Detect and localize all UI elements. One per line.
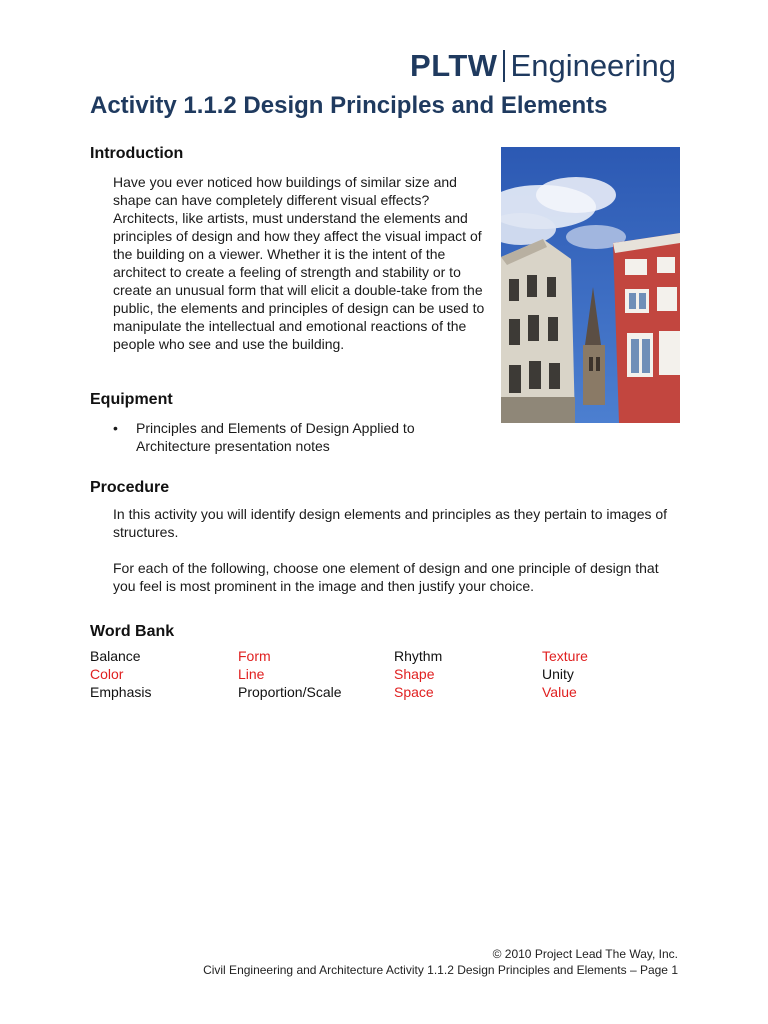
logo-division: Engineering [510,48,676,83]
word-bank-term: Proportion/Scale [238,684,342,700]
buildings-photo [501,147,680,423]
logo-brand: PLTW [410,48,498,83]
word-bank-term: Unity [542,666,574,682]
equipment-item [113,419,453,455]
procedure-paragraph-1: In this activity you will identify design elements and principles as they pertain to images of structures. [113,506,668,540]
procedure-heading: Procedure [90,479,170,496]
bullet-icon: • [113,420,118,436]
word-bank-term: Balance [90,648,141,664]
introduction-text: Have you ever noticed how buildings of similar size and shape can have completely different visual effects? Architects, like artists, must understand the elements and principles of design and how they affect the visual impact of the building on a viewer. Whether it is the intent of the architect to create a feeling of strength and stability or to create an unusual form that will elicit a double-take from the public, the elements and principles of design can be used to manipulate the intellectual and emotional reactions of the people who see and use the building. [113,174,485,352]
word-bank-term: Form [238,648,271,664]
equipment-heading: Equipment [90,391,173,408]
procedure-paragraph-2: For each of the following, choose one element of design and one principle of design that you feel is most prominent in the image and then justify your choice. [113,560,659,594]
equipment-item-text: Principles and Elements of Design Applied to Architecture presentation notes [136,420,415,454]
introduction-heading: Introduction [90,145,184,162]
word-bank-grid [90,648,690,702]
word-bank-term: Rhythm [394,648,443,664]
footer-page-line: Civil Engineering and Architecture Activity 1.1.2 Design Principles and Elements – Page 1 [203,963,678,977]
word-bank-term: Space [394,684,434,700]
word-bank-term: Texture [542,648,588,664]
pltw-engineering-logo [410,46,676,86]
logo-divider [503,50,505,82]
word-bank-term: Color [90,666,124,682]
word-bank-term: Line [238,666,265,682]
page-title: Activity 1.1.2 Design Principles and Elements [90,92,608,119]
footer-copyright: © 2010 Project Lead The Way, Inc. [492,947,678,961]
word-bank-heading: Word Bank [90,623,175,640]
equipment-list [113,419,453,455]
word-bank-term: Value [542,684,577,700]
word-bank-term: Emphasis [90,684,152,700]
word-bank-term: Shape [394,666,435,682]
